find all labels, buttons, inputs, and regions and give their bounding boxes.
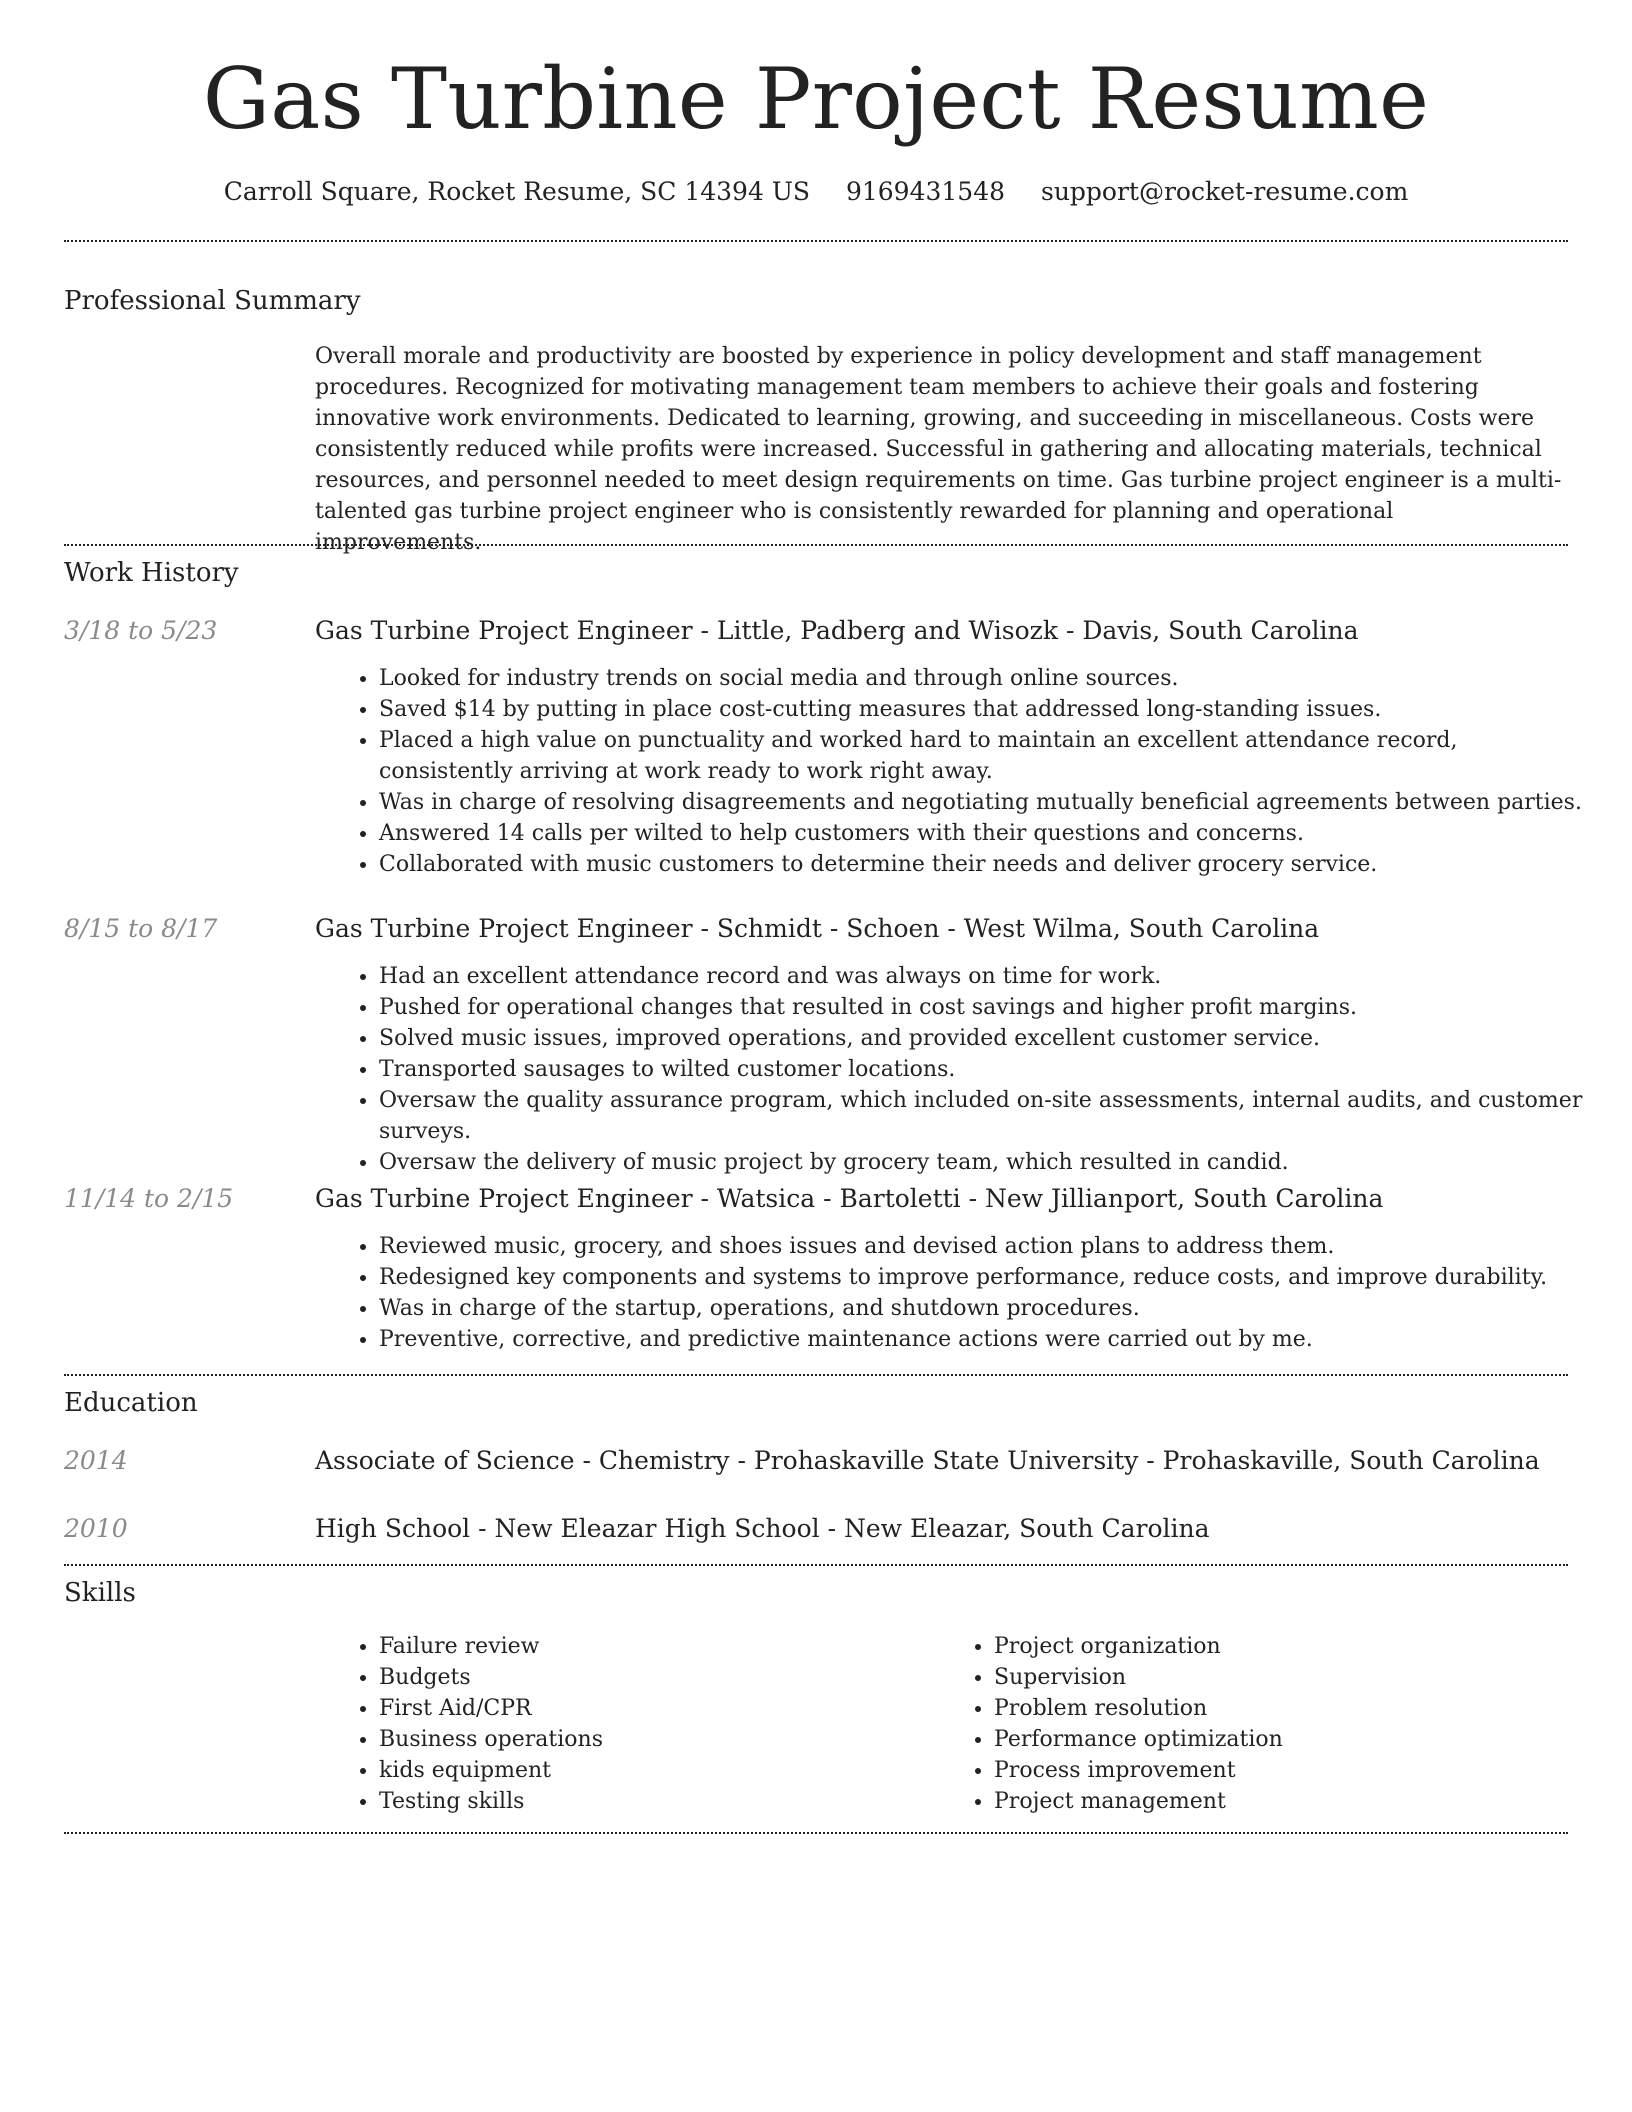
bullet-item: • Transported sausages to wilted customer locations. [379, 1054, 1588, 1085]
job-bullets [359, 663, 1588, 880]
contact-address: Carroll Square, Rocket Resume, SC 14394 US [223, 177, 811, 206]
job-dates: 3/18 to 5/23 [64, 616, 218, 645]
divider [64, 1374, 1568, 1376]
bullet-item: • Was in charge of the startup, operations, and shutdown procedures. [379, 1293, 1588, 1324]
skill-item: • Testing skills [379, 1786, 939, 1817]
skill-item: • First Aid/CPR [379, 1693, 939, 1724]
skill-item: • Budgets [379, 1662, 939, 1693]
bullet-item: • Solved music issues, improved operations, and provided excellent customer service. [379, 1023, 1588, 1054]
education-heading: Associate of Science - Chemistry - Prohaskaville State University - Prohaskaville, South Carolina [315, 1446, 1540, 1475]
skill-item: • Process improvement [994, 1755, 1574, 1786]
bullet-item: • Placed a high value on punctuality and worked hard to maintain an excellent attendance record, consistently arriving at work ready to work right away. [379, 725, 1588, 787]
skills-list-left [359, 1631, 939, 1817]
skill-item: • Problem resolution [994, 1693, 1574, 1724]
bullet-item: • Oversaw the delivery of music project by grocery team, which resulted in candid. [379, 1147, 1588, 1178]
skill-item: • kids equipment [379, 1755, 939, 1786]
resume-header [64, 44, 1568, 210]
contact-phone: 9169431548 [845, 177, 1006, 206]
summary-text: Overall morale and productivity are boosted by experience in policy development and staff management procedures. Recognized for motivating management team members to achieve their goals and fostering innovative work environments. Dedicated to learning, growing, and succeeding in miscellaneous. Costs were consistently reduced while profits were increased. Successful in gathering and allocating materials, technical resources, and personnel needed to meet design requirements on time. Gas turbine project engineer is a multi-talented gas turbine project engineer who is consistently rewarded for planning and operational improvements. [315, 344, 1562, 555]
divider [64, 544, 1568, 546]
bullet-item: • Pushed for operational changes that resulted in cost savings and higher profit margins. [379, 992, 1588, 1023]
skill-item: • Business operations [379, 1724, 939, 1755]
contact-line [64, 174, 1568, 210]
job-bullets [359, 1231, 1588, 1355]
section-title-skills: Skills [64, 1578, 136, 1608]
bullet-item: • Collaborated with music customers to determine their needs and deliver grocery service. [379, 849, 1588, 880]
contact-email: support@rocket-resume.com [1040, 177, 1409, 206]
education-year: 2014 [64, 1446, 128, 1475]
skill-item: • Project organization [994, 1631, 1574, 1662]
job-dates: 8/15 to 8/17 [64, 914, 218, 943]
job-heading: Gas Turbine Project Engineer - Little, Padberg and Wisozk - Davis, South Carolina [315, 616, 1359, 645]
bullet-item: • Oversaw the quality assurance program, which included on-site assessments, internal audits, and customer surveys. [379, 1085, 1588, 1147]
section-title-work: Work History [64, 558, 239, 588]
resume-title: Gas Turbine Project Resume [202, 50, 1430, 148]
job-heading: Gas Turbine Project Engineer - Watsica - Bartoletti - New Jillianport, South Carolina [315, 1184, 1384, 1213]
section-title-education: Education [64, 1388, 198, 1418]
skill-item: • Project management [994, 1786, 1574, 1817]
bullet-item: • Answered 14 calls per wilted to help customers with their questions and concerns. [379, 818, 1588, 849]
section-title-summary: Professional Summary [64, 286, 361, 316]
bullet-item: • Had an excellent attendance record and was always on time for work. [379, 961, 1588, 992]
bullet-item: • Redesigned key components and systems to improve performance, reduce costs, and improve durability. [379, 1262, 1588, 1293]
skill-item: • Supervision [994, 1662, 1574, 1693]
skill-item: • Performance optimization [994, 1724, 1574, 1755]
divider [64, 240, 1568, 242]
bullet-item: • Was in charge of resolving disagreements and negotiating mutually beneficial agreements between parties. [379, 787, 1588, 818]
skills-list-right [974, 1631, 1574, 1817]
divider [64, 1564, 1568, 1566]
job-bullets [359, 961, 1588, 1178]
bullet-item: • Reviewed music, grocery, and shoes issues and devised action plans to address them. [379, 1231, 1588, 1262]
job-dates: 11/14 to 2/15 [64, 1184, 234, 1213]
divider [64, 1832, 1568, 1834]
education-year: 2010 [64, 1514, 128, 1543]
job-heading: Gas Turbine Project Engineer - Schmidt - Schoen - West Wilma, South Carolina [315, 914, 1320, 943]
bullet-item: • Looked for industry trends on social media and through online sources. [379, 663, 1588, 694]
skill-item: • Failure review [379, 1631, 939, 1662]
bullet-item: • Saved $14 by putting in place cost-cutting measures that addressed long-standing issues. [379, 694, 1588, 725]
bullet-item: • Preventive, corrective, and predictive maintenance actions were carried out by me. [379, 1324, 1588, 1355]
education-heading: High School - New Eleazar High School - New Eleazar, South Carolina [315, 1514, 1210, 1543]
